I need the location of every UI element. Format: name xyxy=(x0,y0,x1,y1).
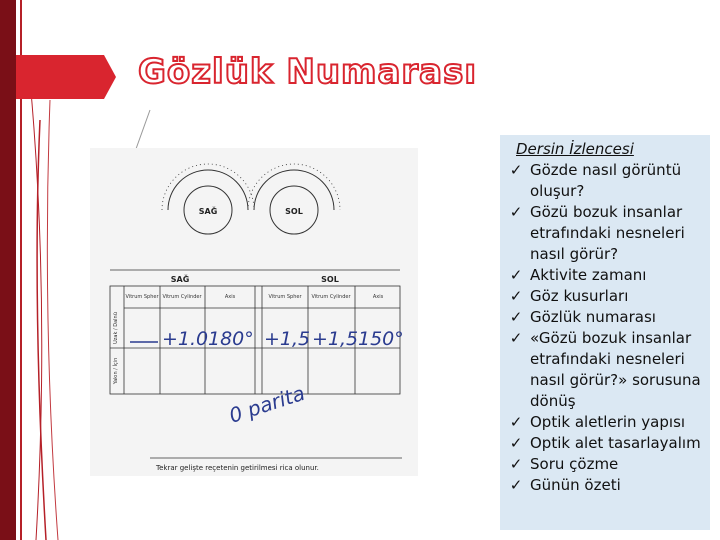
prescription-footer: Tekrar gelişte reçetenin getirilmesi rica olunur. xyxy=(156,464,319,472)
syllabus-item: ✓ Gözde nasıl görüntü oluşur? xyxy=(509,161,682,200)
table-left-header: SOL xyxy=(321,275,339,284)
col-axis-left: Axis xyxy=(372,294,384,300)
check-icon: ✓ xyxy=(509,476,523,494)
check-icon: ✓ xyxy=(509,434,523,452)
syllabus-item: ✓ «Gözü bozuk insanlar etrafındaki nesneleri nasıl görür?» sorusuna dönüş xyxy=(509,329,701,410)
row-far-label: Uzak / Dalnü xyxy=(113,312,119,344)
hand-right-cyl: +1.0 xyxy=(162,328,209,350)
syllabus-item: ✓ Göz kusurları xyxy=(509,287,629,305)
syllabus-item: ✓ Optik alet tasarlayalım xyxy=(509,434,701,452)
check-icon: ✓ xyxy=(509,287,523,305)
check-icon: ✓ xyxy=(509,329,523,347)
right-eye-label: SAĞ xyxy=(198,207,218,216)
syllabus-item: ✓ Soru çözme xyxy=(509,455,619,473)
check-icon: ✓ xyxy=(509,266,523,284)
syllabus-title: Dersin İzlencesi xyxy=(516,140,634,158)
prescription-form xyxy=(90,148,418,476)
syllabus-item: ✓ Gözlük numarası xyxy=(509,308,656,326)
hand-note: 0 parita xyxy=(226,380,308,428)
check-icon: ✓ xyxy=(509,455,523,473)
syllabus-item: ✓ Günün özeti xyxy=(509,476,621,494)
table-right-header: SAĞ xyxy=(170,275,190,284)
col-sphere-right: Vitrum Spher xyxy=(125,294,159,300)
col-cylinder-left: Vitrum Cylinder xyxy=(311,294,351,300)
check-icon: ✓ xyxy=(509,161,523,179)
check-icon: ✓ xyxy=(509,413,523,431)
left-eye-dial xyxy=(248,164,340,234)
hand-left-axis: 150° xyxy=(358,328,404,350)
prescription-image xyxy=(90,148,418,476)
syllabus-panel xyxy=(500,135,710,530)
col-sphere-left: Vitrum Spher xyxy=(268,294,302,300)
col-axis-right: Axis xyxy=(224,294,236,300)
hand-left-cyl: +1,5 xyxy=(312,328,359,350)
syllabus-item: ✓ Gözü bozuk insanlar etrafındaki nesneleri nasıl görür? xyxy=(509,203,685,263)
title-banner xyxy=(16,55,116,99)
hand-right-axis: 180° xyxy=(208,328,254,350)
hand-left-sphere: +1,5 xyxy=(264,328,311,350)
check-icon: ✓ xyxy=(509,203,523,221)
check-icon: ✓ xyxy=(509,308,523,326)
page-title: Gözlük Numarası xyxy=(138,52,477,92)
row-near-label: Yakın / İçin xyxy=(113,357,119,385)
col-cylinder-right: Vitrum Cylinder xyxy=(162,294,202,300)
right-eye-dial xyxy=(162,164,254,234)
syllabus-item: ✓ Aktivite zamanı xyxy=(509,266,647,284)
left-eye-label: SOL xyxy=(285,207,303,216)
syllabus-item: ✓ Optik aletlerin yapısı xyxy=(509,413,686,431)
side-strip xyxy=(0,0,16,540)
